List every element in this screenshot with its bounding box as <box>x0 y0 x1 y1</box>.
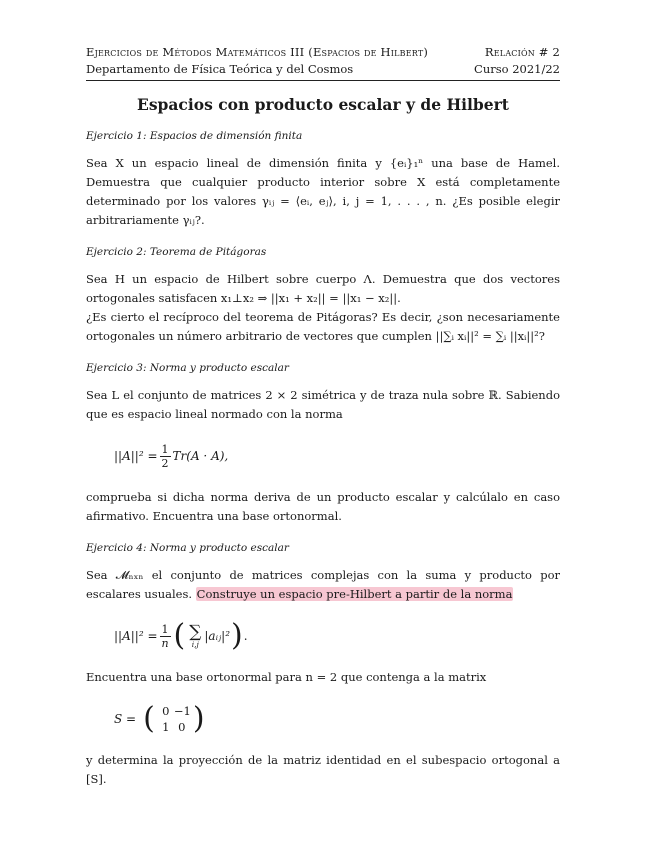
header-row-1 <box>86 44 560 61</box>
left-paren: ( <box>173 618 186 653</box>
matrix-entry: −1 <box>173 704 191 718</box>
document-page <box>86 44 560 789</box>
matrix-s <box>142 701 205 736</box>
exercise-2-text-1: Sea H un espacio de Hilbert sobre cuerpo Λ. Demuestra que dos vectores ortogonales satisfacen x₁⊥x₂ ⇒ ||x₁ + x₂|| = ||x₁ − x₂||. <box>86 272 560 305</box>
fraction-denominator: 2 <box>161 456 169 470</box>
course-title: Ejercicios de Métodos Matemáticos III (Espacios de Hilbert) <box>86 45 429 59</box>
exercise-4-text-1 <box>86 566 560 604</box>
matrix-entries <box>158 704 190 734</box>
header-rule <box>86 80 560 81</box>
course-year: Curso 2021/22 <box>474 62 560 76</box>
fraction-numerator: 1 <box>161 442 169 456</box>
exercise-2-heading: Ejercicio 2: Teorema de Pitágoras <box>86 246 267 258</box>
matrix-right-paren: ) <box>192 701 205 736</box>
right-paren: ) <box>231 618 243 653</box>
exercise-3-text-2: comprueba si dicha norma deriva de un producto escalar y calcúlalo en caso afirmativo. Encuentra una base ortonormal. <box>86 490 560 523</box>
matrix-entry: 0 <box>178 720 186 734</box>
formula-rhs: Tr(A · A), <box>172 449 229 463</box>
exercise-2-text-2: ¿Es cierto el recíproco del teorema de Pitágoras? Es decir, ¿son necesariamente ortogonales un número arbitrario de vectores que cumplen ||∑ᵢ xᵢ||² = ∑ᵢ ||xᵢ||²? <box>86 310 560 343</box>
fraction <box>160 443 171 470</box>
relation-number: Relación # 2 <box>484 45 560 59</box>
exercise-1-heading: Ejercicio 1: Espacios de dimensión finita <box>86 130 303 142</box>
matrix-left-paren: ( <box>143 701 155 736</box>
matrix-formula <box>114 699 560 739</box>
exercise-3-text-1: Sea L el conjunto de matrices 2 × 2 simétrica y de traza nula sobre ℝ. Sabiendo que es espacio lineal normado con la norma <box>86 388 560 421</box>
fraction <box>160 623 171 650</box>
exercise-4-sentence: Sea 𝓜ₙₓₙ el conjunto de matrices complejas con la suma y producto por escalares usuales. <box>86 568 560 601</box>
formula-lhs: ||A||² = <box>114 449 158 463</box>
fraction-numerator: 1 <box>161 622 169 636</box>
matrix-lhs: S = <box>114 712 137 726</box>
matrix-entry: 1 <box>162 720 170 734</box>
page-title: Espacios con producto escalar y de Hilbert <box>137 95 509 114</box>
exercise-4-text-3: y determina la proyección de la matriz identidad en el subespacio ortogonal a [S]. <box>86 753 560 786</box>
summation <box>189 621 202 649</box>
sigma-symbol: ∑ <box>189 621 202 642</box>
exercise-1-text: Sea X un espacio lineal de dimensión finita y {eᵢ}₁ⁿ una base de Hamel. Demuestra que cualquier producto interior sobre X está completamente determinado por los valores γᵢⱼ = ⟨eᵢ, eⱼ⟩, i, j = 1, . . . , n. ¿Es posible elegir arbitrariamente γᵢⱼ?. <box>86 156 560 227</box>
exercise-4-text-2: Encuentra una base ortonormal para n = 2 que contenga a la matrix <box>86 670 487 684</box>
formula-lhs: ||A||² = <box>114 629 158 643</box>
department: Departamento de Física Teórica y del Cosmos <box>86 62 354 76</box>
fraction-denominator: n <box>161 636 169 650</box>
exercise-4-formula <box>114 616 560 656</box>
exercise-3-formula <box>114 436 560 476</box>
sum-term: |aᵢⱼ|² <box>204 629 231 643</box>
header-row-2 <box>86 61 560 78</box>
matrix-entry: 0 <box>162 704 170 718</box>
exercise-4-heading: Ejercicio 4: Norma y producto escalar <box>86 542 289 554</box>
sum-index: i,j <box>191 639 199 649</box>
formula-period: . <box>243 629 248 643</box>
exercise-3-heading: Ejercicio 3: Norma y producto escalar <box>86 362 289 374</box>
highlighted-text[interactable]: Construye un espacio pre-Hilbert a partir de la norma <box>196 587 513 601</box>
